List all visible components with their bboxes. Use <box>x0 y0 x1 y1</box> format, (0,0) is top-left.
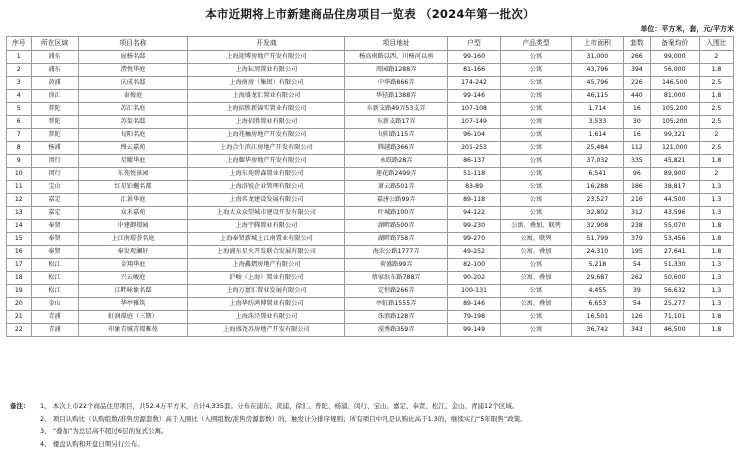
product-type-cell: 公寓、叠加 <box>501 298 571 311</box>
unit-count-cell: 394 <box>624 64 651 77</box>
product-type-cell: 公寓 <box>501 103 571 116</box>
product-type-cell: 公寓 <box>501 77 571 90</box>
qualification-ratio-cell: 1.3 <box>699 285 733 298</box>
project-name-cell: 星曜华庭 <box>78 155 188 168</box>
table-row <box>7 116 734 129</box>
table-row <box>7 285 734 298</box>
project-address-cell: 东新支路49弄53支弄 <box>345 103 447 116</box>
table-row <box>7 246 734 259</box>
listed-area-cell: 1,714 <box>571 103 623 116</box>
unit-count-cell: 186 <box>624 181 651 194</box>
filed-avg-price-cell: 51,330 <box>650 259 699 272</box>
row-number-cell: 12 <box>7 194 32 207</box>
listed-area-cell: 36,742 <box>571 324 623 337</box>
qualification-ratio-cell: 1.8 <box>699 90 733 103</box>
row-number-cell: 6 <box>7 116 32 129</box>
project-address-cell: 亭虹路1555弄 <box>345 298 447 311</box>
region-cell: 松江 <box>31 272 78 285</box>
region-cell: 浦东 <box>31 64 78 77</box>
unit-size-range-cell: 99-160 <box>447 51 500 64</box>
row-number-cell: 4 <box>7 90 32 103</box>
note-line <box>10 425 734 438</box>
table-row <box>7 233 734 246</box>
developer-cell: 上海宇腾置业有限公司 <box>188 220 345 233</box>
project-name-cell: 虹润璟庭（三期） <box>78 311 188 324</box>
region-cell: 金山 <box>31 298 78 311</box>
developer-cell: 上海盛龙汇置业有限公司 <box>188 90 345 103</box>
listed-area-cell: 32,908 <box>571 220 623 233</box>
filed-avg-price-cell: 27,641 <box>650 246 699 259</box>
table-row <box>7 220 734 233</box>
unit-count-cell: 30 <box>624 116 651 129</box>
unit-size-range-cell: 174-242 <box>447 77 500 90</box>
note-line <box>10 400 734 413</box>
product-type-cell: 公寓 <box>501 311 571 324</box>
column-header: 产品类型 <box>501 37 571 51</box>
project-address-cell: 湖畔路758弄 <box>345 233 447 246</box>
qualification-ratio-cell: 1.8 <box>699 220 733 233</box>
developer-cell: 上海奉贤新城上江南置业有限公司 <box>188 233 345 246</box>
developer-cell: 上海迎博房地产开发有限公司 <box>188 51 345 64</box>
filed-avg-price-cell: 25,277 <box>650 298 699 311</box>
column-header: 户型 <box>447 37 500 51</box>
developer-cell: 沪峻（上海）置业有限公司 <box>188 272 345 285</box>
listed-area-cell: 5,218 <box>571 259 623 272</box>
notes-label: 备注： <box>10 402 30 410</box>
project-name-cell: 宸杨名邸 <box>78 51 188 64</box>
table-row <box>7 168 734 181</box>
unit-size-range-cell: 49-252 <box>447 246 500 259</box>
unit-count-cell: 312 <box>624 207 651 220</box>
product-type-cell: 公寓 <box>501 51 571 64</box>
listed-area-cell: 25,484 <box>571 142 623 155</box>
qualification-ratio-cell: 1.3 <box>699 259 733 272</box>
listed-area-cell: 24,310 <box>571 246 623 259</box>
filed-avg-price-cell: 121,000 <box>650 142 699 155</box>
product-type-cell: 公寓 <box>501 324 571 337</box>
project-address-cell: 荷盛路99弄 <box>345 259 447 272</box>
page-title: 本市近期将上市新建商品住房项目一览表 （2024年第一批次） <box>205 7 535 21</box>
listed-area-cell: 37,032 <box>571 155 623 168</box>
filed-avg-price-cell: 50,600 <box>650 272 699 285</box>
unit-count-cell: 16 <box>624 103 651 116</box>
unit-count-cell: 112 <box>624 142 651 155</box>
unit-count-cell: 262 <box>624 272 651 285</box>
project-name-cell: 苏玺名邸 <box>78 116 188 129</box>
listed-area-cell: 51,799 <box>571 233 623 246</box>
product-type-cell: 公寓、叠加、联列 <box>501 220 571 233</box>
region-cell: 青浦 <box>31 311 78 324</box>
unit-count-cell: 126 <box>624 311 651 324</box>
qualification-ratio-cell: 2.5 <box>699 116 733 129</box>
developer-cell: 上海合生滨江房地产开发有限公司 <box>188 142 345 155</box>
unit-size-range-cell: 99-149 <box>447 324 500 337</box>
project-name-cell: 众禾嘉苑 <box>78 207 188 220</box>
notes-section <box>10 400 734 450</box>
filed-avg-price-cell: 38,817 <box>650 181 699 194</box>
qualification-ratio-cell: 1.8 <box>699 155 733 168</box>
qualification-ratio-cell: 1.8 <box>699 233 733 246</box>
row-number-cell: 7 <box>7 129 32 142</box>
row-number-cell: 10 <box>7 168 32 181</box>
region-cell: 宝山 <box>31 181 78 194</box>
project-name-cell: 江畔咏象名邸 <box>78 285 188 298</box>
table-row <box>7 272 734 285</box>
project-name-cell: 印象青城青璟雅苑 <box>78 324 188 337</box>
column-header: 项目地址 <box>345 37 447 51</box>
note-text: 1、 本次上市22个商品住房项目，共52.4万平方米，合计4,335套。分布在浦东、黄浦、徐汇、普陀、杨浦、闵行、宝山、嘉定、奉贤、松江、金山、青浦12个区域。 <box>40 402 519 410</box>
project-name-cell: 中建御璟园 <box>78 220 188 233</box>
filed-avg-price-cell: 43,596 <box>650 207 699 220</box>
project-address-cell: 海农公路1777弄 <box>345 246 447 259</box>
project-name-cell: 东苑悦景园 <box>78 168 188 181</box>
listed-area-cell: 6,653 <box>571 298 623 311</box>
product-type-cell: 公寓 <box>501 181 571 194</box>
table-row <box>7 51 734 64</box>
listed-area-cell: 32,802 <box>571 207 623 220</box>
listed-area-cell: 29,687 <box>571 272 623 285</box>
unit-count-cell: 379 <box>624 233 651 246</box>
project-name-cell: 庆成名邸 <box>78 77 188 90</box>
unit-count-cell: 335 <box>624 155 651 168</box>
project-address-cell: 洙浪路128弄 <box>345 311 447 324</box>
listed-area-cell: 31,000 <box>571 51 623 64</box>
qualification-ratio-cell: 1.8 <box>699 64 733 77</box>
unit-size-range-cell: 82-100 <box>447 259 500 272</box>
filed-avg-price-cell: 89,900 <box>650 168 699 181</box>
unit-count-cell: 195 <box>624 246 651 259</box>
filed-avg-price-cell: 99,000 <box>650 51 699 64</box>
qualification-ratio-cell: 1.8 <box>699 246 733 259</box>
developer-cell: 上海大众众望城市建设开发有限公司 <box>188 207 345 220</box>
product-type-cell: 公寓 <box>501 207 571 220</box>
filed-avg-price-cell: 56,000 <box>650 64 699 77</box>
project-address-cell: 华径路1388弄 <box>345 90 447 103</box>
column-header: 项目名称 <box>78 37 188 51</box>
product-type-cell: 公寓 <box>501 64 571 77</box>
row-number-cell: 22 <box>7 324 32 337</box>
table-header-row <box>7 37 734 51</box>
qualification-ratio-cell: 2.5 <box>699 77 733 90</box>
table-row <box>7 298 734 311</box>
unit-size-range-cell: 83-89 <box>447 181 500 194</box>
developer-cell: 上海耘周置业有限公司 <box>188 64 345 77</box>
qualification-ratio-cell: 2 <box>699 51 733 64</box>
project-name-cell: 奉发观澜轩 <box>78 246 188 259</box>
product-type-cell: 公寓 <box>501 285 571 298</box>
filed-avg-price-cell: 55,070 <box>650 220 699 233</box>
developer-cell: 上海浴锐企业管理有限公司 <box>188 181 345 194</box>
unit-size-range-cell: 90-202 <box>447 272 500 285</box>
row-number-cell: 5 <box>7 103 32 116</box>
project-name-cell: 澧悦华庭 <box>78 64 188 77</box>
listed-area-cell: 4,455 <box>571 285 623 298</box>
unit-size-range-cell: 99-230 <box>447 220 500 233</box>
region-cell: 普陀 <box>31 116 78 129</box>
region-cell: 黄浦 <box>31 77 78 90</box>
unit-label: 单位：平方米，套，元/平方米 <box>640 25 734 33</box>
column-header: 上市面积 <box>571 37 623 51</box>
project-address-cell: 杨高南路以西，川杨河以南 <box>345 51 447 64</box>
filed-avg-price-cell: 53,456 <box>650 233 699 246</box>
project-address-cell: 永跃路28弄 <box>345 155 447 168</box>
region-cell: 杨浦 <box>31 142 78 155</box>
product-type-cell: 公寓、联列 <box>501 233 571 246</box>
filed-avg-price-cell: 99,321 <box>650 129 699 142</box>
row-number-cell: 11 <box>7 181 32 194</box>
listed-area-cell: 6,541 <box>571 168 623 181</box>
developer-cell: 上海耀华房地产开发有限公司 <box>188 155 345 168</box>
qualification-ratio-cell: 2 <box>699 168 733 181</box>
row-number-cell: 1 <box>7 51 32 64</box>
unit-size-range-cell: 107-108 <box>447 103 500 116</box>
unit-size-range-cell: 96-104 <box>447 129 500 142</box>
note-line <box>10 438 734 451</box>
developer-cell: 上海招胜新锦实置业有限公司 <box>188 103 345 116</box>
row-number-cell: 20 <box>7 298 32 311</box>
unit-count-cell: 39 <box>624 285 651 298</box>
table-row <box>7 259 734 272</box>
qualification-ratio-cell: 2.5 <box>699 103 733 116</box>
product-type-cell: 公寓 <box>501 155 571 168</box>
project-address-cell: 莲花路2499弄 <box>345 168 447 181</box>
region-cell: 普陀 <box>31 103 78 116</box>
table-row <box>7 311 734 324</box>
product-type-cell: 公寓 <box>501 168 571 181</box>
project-address-cell: 定恒路266弄 <box>345 285 447 298</box>
region-cell: 奉贤 <box>31 220 78 233</box>
developer-cell: 上海盛尧苏房地产开发有限公司 <box>188 324 345 337</box>
row-number-cell: 14 <box>7 220 32 233</box>
unit-size-range-cell: 81-166 <box>447 64 500 77</box>
project-address-cell: 嘉唐公路99弄 <box>345 194 447 207</box>
column-header: 入围比 <box>699 37 733 51</box>
listed-area-cell: 23,527 <box>571 194 623 207</box>
qualification-ratio-cell: 1.8 <box>699 311 733 324</box>
filed-avg-price-cell: 81,000 <box>650 90 699 103</box>
region-cell: 青浦 <box>31 324 78 337</box>
project-name-cell: 苏汇名庭 <box>78 103 188 116</box>
developer-cell: 上海名龙建设发展有限公司 <box>188 194 345 207</box>
table-row <box>7 142 734 155</box>
region-cell: 闵行 <box>31 155 78 168</box>
column-header: 套数 <box>624 37 651 51</box>
region-cell: 浦东 <box>31 51 78 64</box>
note-text: 2、 项目认购比（认购组数/准售房源套数）高于入围比（入围组数/准售房源套数）的，触发计分排序规则；所有项目中凡是认购比高于1.3的，继续实行“5年限售”政策。 <box>40 414 527 423</box>
column-header: 所在区域 <box>31 37 78 51</box>
filed-avg-price-cell: 105,200 <box>650 116 699 129</box>
table-row <box>7 77 734 90</box>
table-row <box>7 207 734 220</box>
listed-area-cell: 16,288 <box>571 181 623 194</box>
table-row <box>7 64 734 77</box>
developer-cell: 上海洙泾置业有限公司 <box>188 311 345 324</box>
project-name-cell: 金翔华庭 <box>78 259 188 272</box>
listed-area-cell: 3,533 <box>571 116 623 129</box>
qualification-ratio-cell: 1.8 <box>699 324 733 337</box>
table-body <box>7 51 734 337</box>
unit-count-cell: 440 <box>624 90 651 103</box>
project-address-cell: 蔡家浜东路788弄 <box>345 272 447 285</box>
unit-size-range-cell: 100-131 <box>447 285 500 298</box>
housing-projects-table <box>6 36 734 337</box>
note-text: 4、 楼盘认购和开盘日期另行公布。 <box>40 439 144 448</box>
listed-area-cell: 43,796 <box>571 64 623 77</box>
product-type-cell: 公寓、叠加 <box>501 272 571 285</box>
project-address-cell: 漠秀路359弄 <box>345 324 447 337</box>
row-number-cell: 8 <box>7 142 32 155</box>
project-address-cell: 叶城路100弄 <box>345 207 447 220</box>
filed-avg-price-cell: 46,500 <box>650 324 699 337</box>
row-number-cell: 15 <box>7 233 32 246</box>
unit-size-range-cell: 89-146 <box>447 298 500 311</box>
row-number-cell: 19 <box>7 285 32 298</box>
table-row <box>7 194 734 207</box>
unit-size-range-cell: 107-149 <box>447 116 500 129</box>
product-type-cell: 公寓 <box>501 129 571 142</box>
table-row <box>7 324 734 337</box>
unit-size-range-cell: 201-253 <box>447 142 500 155</box>
project-name-cell: 上江南璟荟名庭 <box>78 233 188 246</box>
filed-avg-price-cell: 146,500 <box>650 77 699 90</box>
project-name-cell: 缦云嘉苑 <box>78 142 188 155</box>
unit-count-cell: 238 <box>624 220 651 233</box>
column-header: 开发商 <box>188 37 345 51</box>
listed-area-cell: 16,501 <box>571 311 623 324</box>
product-type-cell: 公寓 <box>501 194 571 207</box>
project-address-cell: 萧云路501弄 <box>345 181 447 194</box>
project-name-cell: 泰俊庭 <box>78 90 188 103</box>
column-header: 备案均价 <box>650 37 699 51</box>
unit-count-cell: 54 <box>624 298 651 311</box>
product-type-cell: 公寓 <box>501 259 571 272</box>
product-type-cell: 公寓 <box>501 116 571 129</box>
unit-size-range-cell: 99-270 <box>447 233 500 246</box>
note-text: 3、 “叠加”为总层高不超过6层的复式公寓。 <box>40 427 168 435</box>
developer-cell: 上海兆骊房地产开发有限公司 <box>188 129 345 142</box>
note-line <box>10 413 734 426</box>
developer-cell: 上海东苑碧森置业有限公司 <box>188 168 345 181</box>
region-cell: 松江 <box>31 285 78 298</box>
project-name-cell: 兴云峻庭 <box>78 272 188 285</box>
unit-size-range-cell: 51-118 <box>447 168 500 181</box>
unit-size-range-cell: 94-122 <box>447 207 500 220</box>
table-row <box>7 103 734 116</box>
project-address-cell: 中华路866弄 <box>345 77 447 90</box>
unit-count-cell: 216 <box>624 194 651 207</box>
listed-area-cell: 45,796 <box>571 77 623 90</box>
unit-count-cell: 16 <box>624 129 651 142</box>
developer-cell: 上海浦东星火开发联合发展有限公司 <box>188 246 345 259</box>
unit-size-range-cell: 99-146 <box>447 90 500 103</box>
unit-size-range-cell: 86-137 <box>447 155 500 168</box>
row-number-cell: 21 <box>7 311 32 324</box>
table-row <box>7 181 734 194</box>
unit-count-cell: 96 <box>624 168 651 181</box>
product-type-cell: 公寓、叠加 <box>501 246 571 259</box>
filed-avg-price-cell: 71,101 <box>650 311 699 324</box>
qualification-ratio-cell: 1.3 <box>699 194 733 207</box>
unit-size-range-cell: 79-198 <box>447 311 500 324</box>
region-cell: 松江 <box>31 259 78 272</box>
table-row <box>7 90 734 103</box>
row-number-cell: 18 <box>7 272 32 285</box>
listed-area-cell: 46,115 <box>571 90 623 103</box>
region-cell: 闵行 <box>31 168 78 181</box>
unit-count-cell: 54 <box>624 259 651 272</box>
product-type-cell: 公寓 <box>501 142 571 155</box>
listed-area-cell: 1,614 <box>571 129 623 142</box>
filed-avg-price-cell: 56,632 <box>650 285 699 298</box>
project-name-cell: 红星铂樾名都 <box>78 181 188 194</box>
project-address-cell: 湖畔路500弄 <box>345 220 447 233</box>
qualification-ratio-cell: 1.3 <box>699 207 733 220</box>
region-cell: 奉贤 <box>31 246 78 259</box>
unit-count-cell: 343 <box>624 324 651 337</box>
developer-cell: 上海鑫熠房地产有限公司 <box>188 259 345 272</box>
qualification-ratio-cell: 2.5 <box>699 142 733 155</box>
project-name-cell: 华亭雅筑 <box>78 298 188 311</box>
column-header: 序号 <box>7 37 32 51</box>
qualification-ratio-cell: 1.3 <box>699 272 733 285</box>
table-row <box>7 155 734 168</box>
filed-avg-price-cell: 44,500 <box>650 194 699 207</box>
qualification-ratio-cell: 1.3 <box>699 298 733 311</box>
project-name-cell: 汇景华庭 <box>78 194 188 207</box>
project-address-cell: 腾越路366弄 <box>345 142 447 155</box>
row-number-cell: 2 <box>7 64 32 77</box>
region-cell: 嘉定 <box>31 207 78 220</box>
region-cell: 徐汇 <box>31 90 78 103</box>
project-address-cell: 旬阳路115弄 <box>345 129 447 142</box>
unit-count-cell: 266 <box>624 51 651 64</box>
region-cell: 嘉定 <box>31 194 78 207</box>
developer-cell: 上海万富汇置业发展有限公司 <box>188 285 345 298</box>
unit-size-range-cell: 89-118 <box>447 194 500 207</box>
row-number-cell: 16 <box>7 246 32 259</box>
row-number-cell: 17 <box>7 259 32 272</box>
project-address-cell: 东新支路17弄 <box>345 116 447 129</box>
region-cell: 普陀 <box>31 129 78 142</box>
row-number-cell: 9 <box>7 155 32 168</box>
row-number-cell: 13 <box>7 207 32 220</box>
project-address-cell: 周园路1288弄 <box>345 64 447 77</box>
developer-cell: 上海华纺鸿博置业有限公司 <box>188 298 345 311</box>
qualification-ratio-cell: 2 <box>699 129 733 142</box>
region-cell: 奉贤 <box>31 233 78 246</box>
qualification-ratio-cell: 1.3 <box>699 181 733 194</box>
developer-cell: 上海招胜置业有限公司 <box>188 116 345 129</box>
row-number-cell: 3 <box>7 77 32 90</box>
filed-avg-price-cell: 105,200 <box>650 103 699 116</box>
filed-avg-price-cell: 45,821 <box>650 155 699 168</box>
project-name-cell: 旬阳名庭 <box>78 129 188 142</box>
unit-count-cell: 226 <box>624 77 651 90</box>
table-row <box>7 129 734 142</box>
product-type-cell: 公寓 <box>501 90 571 103</box>
developer-cell: 上海南房（集团）有限公司 <box>188 77 345 90</box>
